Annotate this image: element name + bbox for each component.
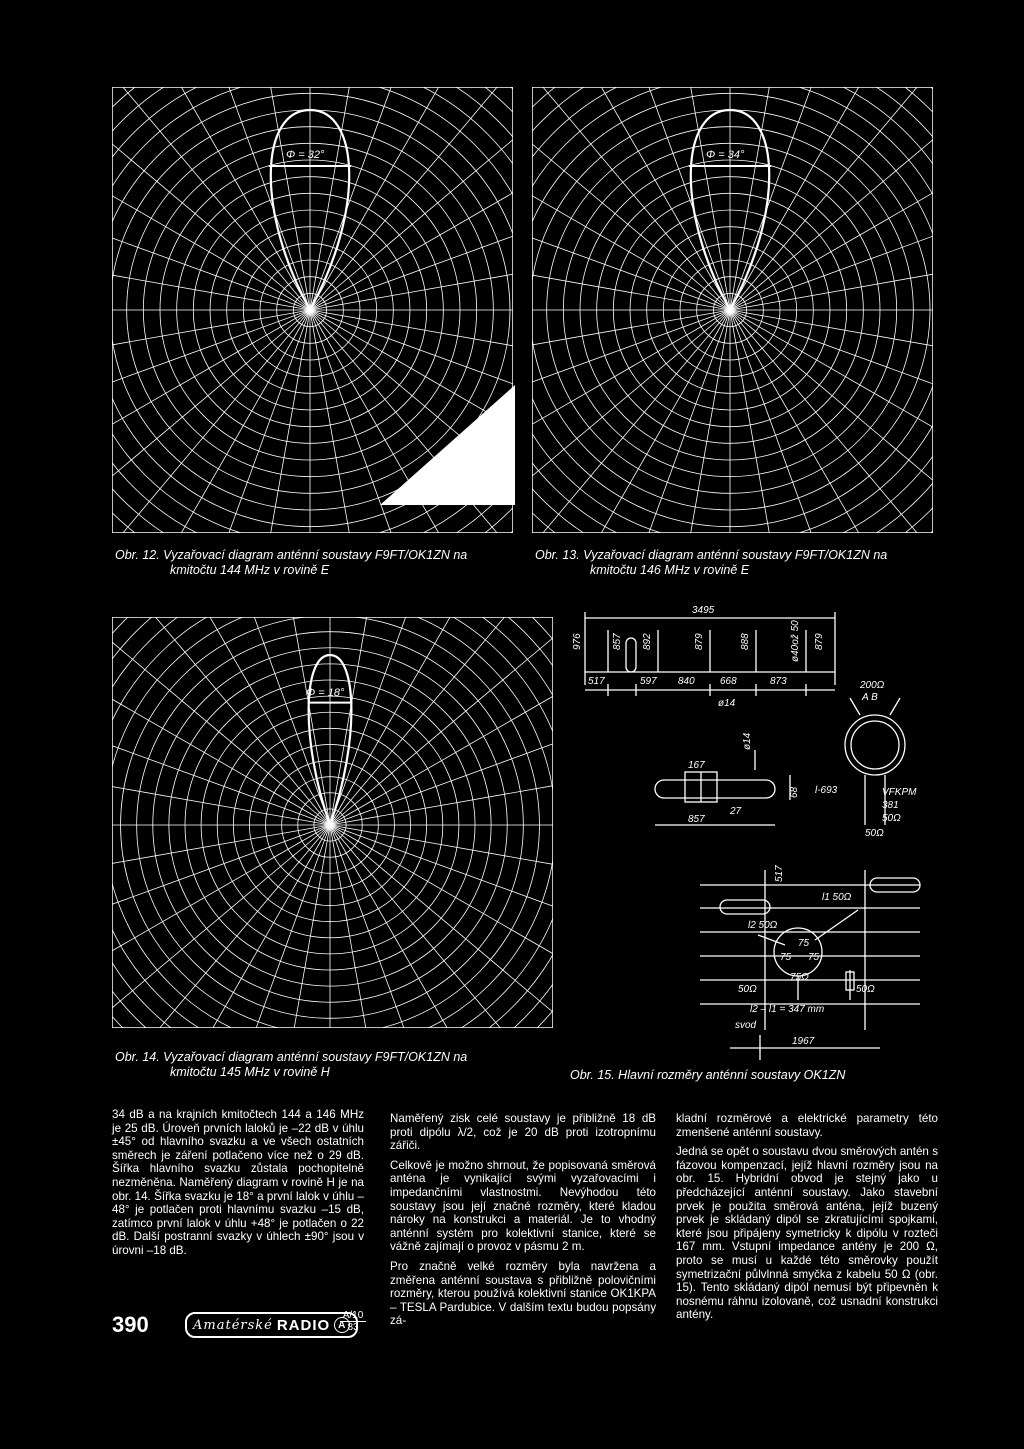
formula: l2 – l1 = 347 mm: [750, 1004, 825, 1015]
issue-bottom: 83: [347, 1322, 359, 1333]
magazine-logo: [185, 1312, 358, 1338]
figure-13-polar-diagram: [530, 85, 935, 535]
figure-12-caption: [115, 548, 535, 578]
z75-c: 75: [808, 952, 820, 963]
label-v50: 50Ω: [882, 813, 901, 824]
dim-976: 976: [572, 633, 583, 650]
grid-radial: [127, 615, 330, 825]
dim-892: 892: [642, 633, 653, 650]
imp-200: 200Ω: [860, 680, 885, 691]
dim-517: 517: [588, 676, 605, 687]
dim-40: ø40ož 50: [790, 620, 801, 662]
figure-12-polar-diagram: [110, 85, 515, 535]
z75-b: 75: [780, 952, 792, 963]
dim-879a: 879: [694, 633, 705, 650]
grid-radial: [110, 825, 330, 1028]
dim-167: 167: [688, 760, 705, 771]
text-column-3: [676, 1112, 938, 1328]
caption-line-1: Obr. 12. Vyzařovací diagram anténní soustavy F9FT/OK1ZN na: [115, 548, 468, 562]
page-number: 390: [112, 1312, 149, 1337]
white-wedge: [380, 385, 515, 505]
logo-main: RADIO: [276, 1316, 331, 1334]
caption-line-1: Obr. 13. Vyzařovací diagram anténní soustavy F9FT/OK1ZN na: [535, 548, 888, 562]
polar-chart-fig14: [110, 615, 555, 1030]
paragraph: kladní rozměrové a elektrické parametry této zmenšené anténní soustavy.: [676, 1112, 938, 1139]
grid-radial: [530, 310, 730, 454]
issue-top: A/10: [340, 1310, 366, 1322]
figure-13-caption: [535, 548, 955, 578]
dim-1967: 1967: [792, 1036, 815, 1047]
z75-a: 75: [798, 938, 810, 949]
grid-radial: [330, 615, 555, 825]
paragraph: Celkově je možno shrnout, že popisovaná směrová anténa je vynikající svými vyzařovacími i impedančními vlastnostmi. Nevýhodou této soustavy jsou její značné rozměry, které kladou nároky na konstrukci a materiál. Je to vhodný anténní systém pro kolektivní stanice, které se vážně zajímají o provoz v pásmu 2 m.: [390, 1158, 656, 1254]
paragraph: Pro značně velké rozměry byla navržena a změřena anténní soustava s přibližně polovičními rozměry, kterou používá kolektivní stanice OK1KPA – TESLA Pardubice. V dalším textu budou popsány zá-: [390, 1259, 656, 1328]
logo-series-badge: A: [334, 1317, 350, 1333]
dim-68: 68: [789, 786, 800, 798]
dim-l693: l-693: [815, 785, 838, 796]
dim-27: 27: [730, 806, 742, 817]
caption-line-2: kmitočtu 146 MHz v rovině E: [590, 563, 750, 577]
polar-chart-fig12: [110, 85, 515, 535]
beamwidth-label: Φ = 32°: [286, 149, 325, 161]
z50-a: 50Ω: [738, 984, 757, 995]
grid-radial: [110, 622, 330, 825]
dim-597: 597: [640, 676, 657, 687]
text-column-2: [390, 1112, 656, 1334]
paragraph: Jedná se opět o soustavu dvou směrových antén s fázovou kompenzací, jejíž hlavní rozměry jsou na obr. 15. Hybridní obvod je stejný jako u předcházející anténní soustavy. Jako stavební prvek je použita směrová anténa, jejíž buzený prvek je skládaný dipól se zkratujícími spojkami, které jsou připájeny symetricky k dipólu v rozteči 167 mm. Vstupní impedance antény je 200 Ω, proto se musí u každé této směrovky použít symetrizační půlvlnná smyčka z kabelu 50 Ω (obr. 15). Tento skládaný dipól nemusí být připevněn k nosnému ráhnu izolovaně, což usnadní konstrukci antény.: [676, 1145, 938, 1322]
figure-15-dimension-drawing: [560, 600, 930, 1060]
issue-number: [340, 1310, 366, 1333]
text-column-1: [112, 1108, 364, 1264]
dim-857b: 857: [688, 814, 705, 825]
z50-b: 50Ω: [856, 984, 875, 995]
dim-668: 668: [720, 676, 737, 687]
dim-857: 857: [612, 633, 623, 650]
label-ab: A B: [862, 692, 878, 703]
grid-radial: [330, 686, 555, 825]
label-l1: l1 50Ω: [822, 892, 852, 903]
label-vfkpm: VFKPM: [882, 787, 917, 798]
logo-script: Amatérské: [193, 1317, 273, 1333]
caption-line-2: kmitočtu 144 MHz v rovině E: [170, 563, 330, 577]
z75-d: 75Ω: [790, 972, 809, 983]
dim-840: 840: [678, 676, 695, 687]
dim-873: 873: [770, 676, 787, 687]
grid-radial: [330, 825, 555, 964]
grid-radial: [110, 310, 310, 454]
figure-14-caption: [115, 1050, 535, 1080]
label-z50: 50Ω: [865, 828, 884, 839]
dim-d14: ø14: [718, 698, 736, 709]
dim-888: 888: [740, 633, 751, 650]
dim-d14b: ø14: [742, 732, 753, 750]
paragraph: 34 dB a na krajních kmitočtech 144 a 146 MHz je 25 dB. Úroveň prvních laloků je –22 dB v úhlu ±45° od hlavního svazku a ve všech ostatních směrech je záření potlačeno více než o 29 dB. Šířka hlavního svazku zůstala pochopitelně nezměněna. Naměřený diagram v rovině H je na obr. 14. Šířka svazku je 18° a první lalok v úhlu –48° je potlačen proti hlavnímu svazku –15 dB, zatímco první lalok v úhlu +48° je potlačen o 22 dB. Další postranní svazky v úhlech ±90° jsou v úrovni –18 dB.: [112, 1108, 364, 1257]
figure-14-polar-diagram: [110, 615, 555, 1030]
paragraph: Naměřený zisk celé soustavy je přibližně 18 dB proti dipólu λ/2, což je 20 dB proti izotropnímu zářiči.: [390, 1112, 656, 1153]
dim-517b: 517: [774, 865, 785, 882]
caption-line-1: Obr. 14. Vyzařovací diagram anténní soustavy F9FT/OK1ZN na: [115, 1050, 468, 1064]
label-l2: l2 50Ω: [748, 920, 778, 931]
antenna-dimension-svg: [560, 600, 930, 1060]
beamwidth-label: Φ = 34°: [706, 149, 745, 161]
caption-line-2: kmitočtu 145 MHz v rovině H: [170, 1065, 330, 1079]
dim-879b: 879: [814, 633, 825, 650]
grid-radial: [191, 825, 330, 1030]
dim-total: 3495: [692, 605, 715, 616]
grid-radial: [330, 615, 555, 825]
grid-radial: [330, 615, 533, 825]
grid-radial: [330, 825, 469, 1030]
grid-radial: [730, 310, 935, 520]
figure-15-caption: Obr. 15. Hlavní rozměry anténní soustavy OK1ZN: [570, 1068, 846, 1082]
label-381: 381: [882, 800, 899, 811]
label-svod: svod: [735, 1020, 757, 1031]
beamwidth-label: Φ = 18°: [306, 686, 345, 699]
polar-chart-fig13: [530, 85, 935, 535]
